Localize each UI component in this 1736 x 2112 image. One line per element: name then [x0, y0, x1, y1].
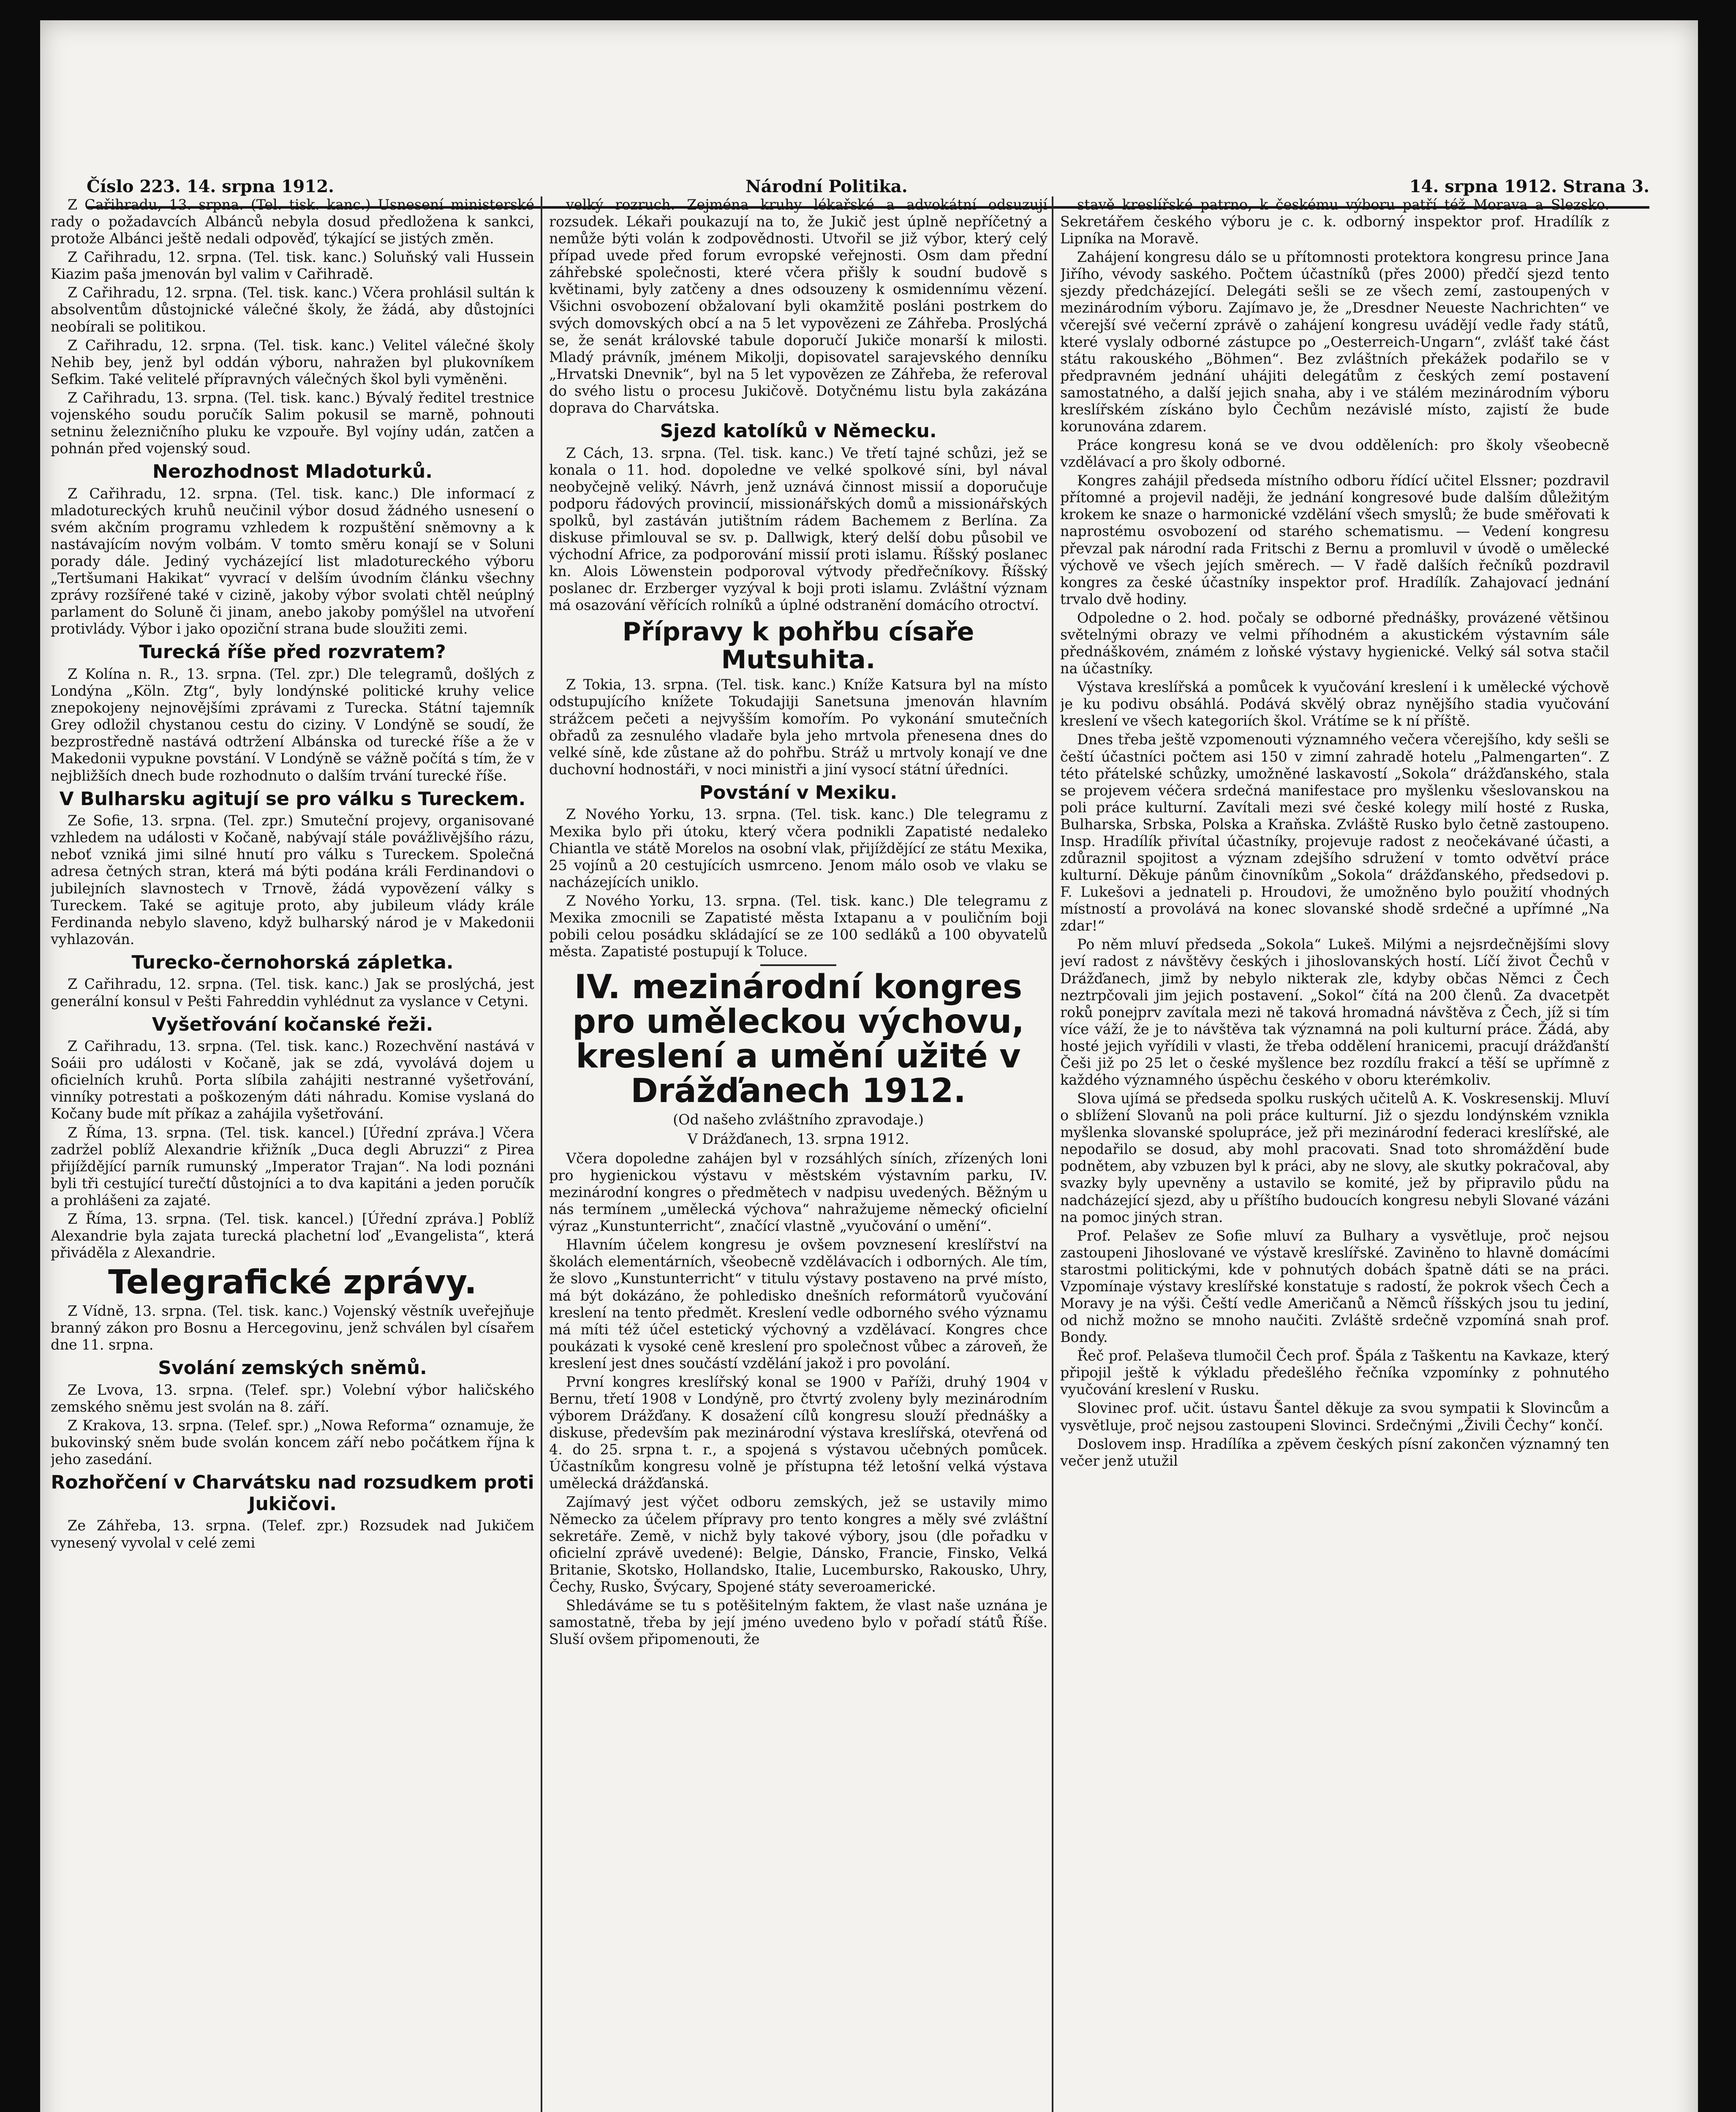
- article-paragraph: Slovinec prof. učit. ústavu Šantel děkuje za svou sympatii k Slovincům a vysvětluje, proč nejsou zastoupeni Slovinci. Srdečnými „Živili Čechy“ končí.: [1060, 1400, 1609, 1434]
- column-3: [1060, 196, 1609, 2112]
- article-paragraph: Z Kolína n. R., 13. srpna. (Tel. zpr.) Dle telegramů, došlých z Londýna „Köln. Ztg“, byly londýnské politické kruhy velice znepokojeny nejnovějšími zprávami z Turecka. Státní tajemník Grey odložil chystanou cestu do ciziny. V Londýně se soudí, že bezprostředně nastává odtržení Albánska od turecké říše a že v Makedonii vypukne povstání. V Londýně se vážně počítá s tím, že v nejbližších dnech bude rozhodnuto o dalším trvání turecké říše.: [51, 666, 534, 784]
- article-paragraph: Z Tokia, 13. srpna. (Tel. tisk. kanc.) Kníže Katsura byl na místo odstupujícího knížete Tokudajiji Sanetsuna jmenován hlavním strážcem pečeti a nejvyšším komořím. Po vykonání smutečních obřadů za zesnulého vladaře byla jeho mrtvola přenesena dnes do velké síně, kde zůstane až do pohřbu. Stráž u mrtvoly konají ve dne duchovní hodnostáři, v noci ministři a jiní vysocí státní úředníci.: [549, 676, 1048, 778]
- headline: Turecká říše před rozvratem?: [139, 641, 446, 663]
- headline: Vyšetřování kočanské řeži.: [152, 1013, 433, 1035]
- article-paragraph: Ze Záhřeba, 13. srpna. (Telef. zpr.) Rozsudek nad Jukičem vynesený vyvolal v celé zemi: [51, 1517, 534, 1551]
- article-paragraph: Z Nového Yorku, 13. srpna. (Tel. tisk. kanc.) Dle telegramu z Mexika zmocnili se Zapatisté města Ixtapanu a v pouličním boji pobili celou posádku skládající se ze 100 sedláků a 100 obyvatelů města. Zapatisté postupují k Toluce.: [549, 892, 1048, 960]
- issue-number: Číslo 223. 14. srpna 1912.: [87, 177, 334, 196]
- article-paragraph: Dnes třeba ještě vzpomenouti významného večera včerejšího, kdy sešli se čeští účastníci počtem asi 150 v zimní zahradě hotelu „Palmengarten“. Z této přátelské schůzky, umožněné laskavostí „Sokola“ drážďanského, stala se projevem véčera srdečná manifestace pro myšlenku všeslovanskou na poli práce kulturní. Zavítali mezi své české kolegy milí hosté z Ruska, Bulharska, Srbska, Polska a Kraňska. Zvláště Rusko bylo četně zastoupeno. Insp. Hradílík přivítal účastníky, projevuje radost z neočekávané účasti, a zdůraznil spojitost a význam zdejšího sdružení v tomto odvětví práce kulturní. Děkuje pánům činovníkům „Sokola“ drážďanského, předsedovi p. F. Lukešovi a jednateli p. Hroudovi, že umožněno bylo použití vhodných místností a provolává na konec slovanské shodě srdečné a upřímné „Na zdar!“: [1060, 731, 1609, 934]
- page-date: 14. srpna 1912. Strana 3.: [1409, 177, 1649, 196]
- article-paragraph: Z Vídně, 13. srpna. (Tel. tisk. kanc.) Vojenský věstník uveřejňuje branný zákon pro Bosnu a Hercegovinu, jenž schválen byl císařem dne 11. srpna.: [51, 1303, 534, 1353]
- feature-headline: IV. mezinárodní kongres pro uměleckou výchovu, kreslení a umění užité v Drážďanech 1912.: [572, 968, 1024, 1110]
- article-paragraph: Z Cařihradu, 13. srpna. (Tel. tisk. kanc.) Usnesení ministerské rady o požadavcích Albánců nebyla dosud předložena k sankci, protože Albánci ještě nedali odpověď, týkající se jistých změn.: [51, 196, 534, 247]
- article-paragraph: Doslovem insp. Hradílíka a zpěvem českých písní zakončen významný ten večer jenž utužil: [1060, 1435, 1609, 1469]
- article-paragraph: Z Cařihradu, 12. srpna. (Tel. tisk. kanc.) Soluňský vali Hussein Kiazim paša jmenován byl valim v Cařihradě.: [51, 249, 534, 283]
- article-paragraph: Hlavním účelem kongresu je ovšem povznesení kreslířství na školách elementárních, všeobecně vzdělávacích i odborných. Ale tím, že slovo „Kunstunterricht“ v titulu výstavy postaveno na prvé místo, má být dokázáno, že pohledisko dnešních reformátorů vyučování kreslení na tento předmět. Kreslení vedle odborného svého významu má míti též účel estetický výchovný a vzdělávací. Kongres chce poukázati k vysoké ceně kreslení pro společnost vůbec a zároveň, že kreslení jest dnes součástí vzdělání jakož i pro povolání.: [549, 1236, 1048, 1372]
- headline: Přípravy k pohřbu císaře Mutsuhita.: [622, 617, 974, 675]
- article-paragraph: Výstava kreslířská a pomůcek k vyučování kreslení i k umělecké výchově je ku podivu obsáhlá. Podává skvělý obraz nynějšího stadia vyučování kreslení ve všech kategoriích škol. Vrátíme se k ní příště.: [1060, 679, 1609, 729]
- article-paragraph: stavě kreslířské patrno, k českému výboru patří též Morava a Slezsko. Sekretářem českého výboru je c. k. odborný inspektor prof. Hradílík z Lipníka na Moravě.: [1060, 196, 1609, 247]
- article-paragraph: Ze Sofie, 13. srpna. (Tel. zpr.) Smuteční projevy, organisované vzhledem na události v Kočaně, nabývají stále povážlivějšího rázu, neboť vzniká jimi silné hnutí pro válku s Tureckem. Společná adresa četných stran, která má býti podána králi Ferdinandovi o jubilejních slavnostech v Trnově, žádá vypovězení války s Tureckem. Také se agituje proto, aby jubileum vlády krále Ferdinanda nebylo slaveno, když bulharský národ je v Makedonii vyhlazován.: [51, 812, 534, 947]
- article-paragraph: Z Říma, 13. srpna. (Tel. tisk. kancel.) [Úřední zpráva.] Poblíž Alexandrie byla zajata turecká plachetní loď „Evangelista“, která přiváděla z Alexandrie.: [51, 1210, 534, 1261]
- article-paragraph: Z Cařihradu, 12. srpna. (Tel. tisk. kanc.) Jak se proslýchá, jest generální konsul v Pešti Fahreddin vyhlédnut za vyslance v Cetyni.: [51, 976, 534, 1010]
- headline: Nerozhodnost Mladoturků.: [152, 461, 433, 483]
- column-2: [549, 196, 1048, 2112]
- article-paragraph: Řeč prof. Pelaševa tlumočil Čech prof. Špála z Taškentu na Kavkaze, který připojil ještě k výkladu předešlého řečníka vzpomínky z pohnutého vyučování kreslení v Rusku.: [1060, 1347, 1609, 1398]
- article-paragraph: Z Cách, 13. srpna. (Tel. tisk. kanc.) Ve třetí tajné schůzi, jež se konala o 11. hod. dopoledne ve velké spolkové síni, byl nával neobyčejně veliký. Návrh, jenž uznává činnost missií a doporučuje podporu řádových provincií, missionářských domů a missionářských spolků, byl zastáván jutištním rádem Bachemem z Berlína. Za diskuse přimlouval se sv. p. Dallwigk, který delší dobu působil ve východní Africe, za podporování missií proti islamu. Říšský poslanec kn. Alois Löwenstein podporoval výtvody předřečníkovy. Říšský poslanec dr. Erzberger vyzýval k boji proti islamu. Zvláštní význam má osazování věřících rolníků a úplné odstranění domácího otroctví.: [549, 444, 1048, 614]
- headline: Sjezd katolíků v Německu.: [660, 420, 937, 442]
- article-paragraph: Z Říma, 13. srpna. (Tel. tisk. kancel.) [Úřední zpráva.] Včera zadržel poblíž Alexandrie křižník „Duca degli Abruzzi“ z Pirea přijíždějící parník rumunský „Imperator Trajan“. Na lodi poznáni byli tři cestující turečtí důstojníci a to dva kapitáni a jeden poručík a prohlášeni za zajaté.: [51, 1124, 534, 1208]
- headline: Rozhořčení v Charvátsku nad rozsudkem proti Jukičovi.: [51, 1472, 534, 1515]
- article-paragraph: Z Cařihradu, 12. srpna. (Tel. tisk. kanc.) Včera prohlásil sultán k absolventům důstojnické válečné školy, že žádá, aby důstojníci neobírali se politikou.: [51, 284, 534, 335]
- article-paragraph: Prof. Pelašev ze Sofie mluví za Bulhary a vysvětluje, proč nejsou zastoupeni Jihoslované ve výstavě kreslířské. Zaviněno to hlavně domácími starostmi politickými, kde v pohnutých dobách špatně dáti se na práci. Vzpomínaje výstavy kreslířské konstatuje s radostí, že pokrok všech Čech a Moravy je na výši. Čeští vedle Američanů a Němců říšských jsou tu jediní, od nichž možno se mnoho naučiti. Zvláště srdečně vzpomíná snah prof. Bondy.: [1060, 1227, 1609, 1346]
- divider: [760, 964, 836, 966]
- section-heading: Telegrafické zprávy.: [108, 1263, 477, 1302]
- article-paragraph: Kongres zahájil předseda místního odboru řídící učitel Elssner; pozdravil přítomné a projevil naději, že jednání kongresové bude dalším důležitým krokem ke snaze o harmonické vzdělání všech smyslů; že bude směřovati k naprostému osvobození od starého schematismu. — Vedení kongresu převzal pak národní rada Fritschi z Bernu a promluvil v úvodě o umělecké výchově ve všech jejích směrech. — V řadě dalších řečníků pozdravil kongres za české účastníky inspektor prof. Hradílík. Zahajovací jednání trvalo dvě hodiny.: [1060, 472, 1609, 607]
- article-paragraph: Z Krakova, 13. srpna. (Telef. spr.) „Nowa Reforma“ oznamuje, že bukovinský sněm bude svolán koncem září nebo počátkem října k jeho zasedání.: [51, 1417, 534, 1468]
- headline: V Bulharsku agitují se pro válku s Tureckem.: [59, 788, 526, 810]
- headline: Turecko-černohorská zápletka.: [131, 951, 454, 973]
- dateline: V Drážďanech, 13. srpna 1912.: [687, 1130, 909, 1147]
- article-paragraph: Ze Lvova, 13. srpna. (Telef. spr.) Volební výbor haličského zemského sněmu jest svolán na 8. září.: [51, 1381, 534, 1415]
- newspaper-title: Národní Politika.: [746, 177, 908, 196]
- byline: (Od našeho zvláštního zpravodaje.): [673, 1111, 924, 1128]
- column-rule: [541, 196, 542, 2112]
- article-paragraph: Z Cařihradu, 13. srpna. (Tel. tisk. kanc.) Rozechvění nastává v Soáii pro události v Kočaně, jak se zdá, vyvolává dojem u oficielních kruhů. Porta slíbila zahájiti nestranné vyšetřování, vinníky potrestati a poškozeným dáti náhradu. Komise vyslaná do Kočany bude mít příkaz a zahájila vyšetřování.: [51, 1038, 534, 1122]
- article-paragraph: Po něm mluví předseda „Sokola“ Lukeš. Milými a nejsrdečnějšími slovy jeví radost z návštěvy českých i jihoslovanských hostí. Líčí život Čechů v Drážďanech, jimž by nebylo nikterak zle, kdyby občas Němci z Čech neztrpčovali jim jejich postavení. „Sokol“ čítá na 200 členů. Za dvacetpět roků ponejprv zavítala mezi ně taková hromadná návštěva z Čech, jíž si tím více váží, že je to návštěva tak významná na poli kulturní práce. Žádá, aby hosté jejich vyřídili v vlasti, že třeba oddělení hranicemi, pracují drážďanští Češi již po 25 let o české myšlence bez rozdílu frakcí a těší se upřímně z každého významného úspěchu českého v oboru kterémkoliv.: [1060, 936, 1609, 1088]
- article-paragraph: Zahájení kongresu dálo se u přítomnosti protektora kongresu prince Jana Jiřího, vévody saského. Počtem účastníků (přes 2000) předčí sjezd tento sjezdy předcházející. Delegáti sešli se ze všech zemí, zastoupených v mezinárodním výboru. Zajímavo je, že „Dresdner Neueste Nachrichten“ ve včerejší své večerní zprávě o zahájení kongresu uvádějí vedle řady států, které vyslaly odborné zástupce po „Oesterreich-Ungarn“, zvlášť také část státu rakouského „Böhmen“. Bez zvláštních překážek podařilo se v předpravném jednání uhájiti delegátům z českých zemí postavení samostatného, a další jejich snaha, aby i ve stálém mezinárodním výboru kreslířském získáno bylo Čechům nezávislé místo, zajistí že bude korunována zdarem.: [1060, 249, 1609, 435]
- article-paragraph: Z Nového Yorku, 13. srpna. (Tel. tisk. kanc.) Dle telegramu z Mexika bylo při útoku, který včera podnikli Zapatisté nedaleko Chiantla ve státě Morelos na osobní vlak, přijíždějící ze státu Mexika, 25 vojínů a 20 cestujících usmrceno. Jenom málo osob ve vlaku se nacházejících uniklo.: [549, 806, 1048, 890]
- article-paragraph: První kongres kreslířský konal se 1900 v Paříži, druhý 1904 v Bernu, třetí 1908 v Londýně, pro čtvrtý zvoleny byly mezinárodním výborem Drážďany. K dosažení cílů kongresu slouží přednášky a diskuse, především pak mezinárodní výstava kreslířská, otevřená od 4. do 25. srpna t. r., a spojená s výstavou učebných pomůcek. Účastníkům kongresu volně je přístupna též letošní velká výstava umělecká drážďanská.: [549, 1373, 1048, 1492]
- article-paragraph: Zajímavý jest výčet odboru zemských, jež se ustavily mimo Německo za účelem přípravy pro tento kongres a měly své zvláštní sekretáře. Země, v nichž byly takové výbory, jsou (dle pořadku v oficielní zprávě uvedené): Belgie, Dánsko, Francie, Finsko, Velká Britanie, Skotsko, Hollandsko, Italie, Lucembursko, Rakousko, Uhry, Čechy, Rusko, Švýcary, Spojené státy severoamerické.: [549, 1494, 1048, 1595]
- article-paragraph: Včera dopoledne zahájen byl v rozsáhlých síních, zřízených loni pro hygienickou výstavu v městském výstavním parku, IV. mezinárodní kongres o předmětech v nadpisu uvedených. Běžným u nás termínem „umělecká výchova“ nahražujeme německý oficielní výraz „Kunstunterricht“, značící vlastně „vyučování o umění“.: [549, 1150, 1048, 1235]
- article-paragraph: Práce kongresu koná se ve dvou odděleních: pro školy všeobecně vzdělávací a pro školy odborné.: [1060, 437, 1609, 471]
- article-paragraph: Z Cařihradu, 12. srpna. (Tel. tisk. kanc.) Dle informací z mladotureckých kruhů neučinil výbor dosud žádného usnesení o svém akčním programu vzhledem k rozpuštění sněmovny a k nastávajícím novým volbám. V tomto směru konají se v Soluni porady dále. Jediný vycházející list mladotureckého výboru „Tertšumani Hakikat“ vyvrací v delším úvodním článku všechny zprávy rozšířené také v cizině, jakoby výbor svolati chtěl neúplný parlament do Soluně či jinam, anebo jakoby pomýšlel na utvoření protivlády. Výbor i jako opoziční strana bude sloužiti zemi.: [51, 485, 534, 637]
- article-paragraph: velký rozruch. Zejména kruhy lékařské a advokátní odsuzují rozsudek. Lékaři poukazují na to, že Jukič jest úplně nepříčetný a nemůže býti volán k zodpovědnosti. Utvořil se již výbor, který celý případ uvede před forum evropské veřejnosti. Osm dam přední záhřebské společnosti, které včera přišly k soudní budově s květinami, byly zatčeny a dnes odsouzeny k osmidennímu vězení. Všichni osvobození obžalovaní byli okamžitě posláni postrkem do svých domovských obcí a na 5 let vypovězeni ze Záhřeba. Proslýchá se, že senát královské tabule doporučí Jukiče monarší k milosti. Mladý právník, jménem Mikolji, dopisovatel sarajevského denníku „Hrvatski Dnevnik“, byl na 5 let vypovězen ze Záhřeba, že referoval do svého listu o procesu Jukičově. Dotyčnému listu byla zakázána doprava do Charvátska.: [549, 196, 1048, 416]
- article-paragraph: Slova ujímá se předseda spolku ruských učitelů A. K. Voskresenskij. Mluví o sblížení Slovanů na poli práce kulturní. Již o sjezdu londýnském vznikla myšlenka slovanské spolupráce, jež při mezinárodní federaci kreslířské, ale nepodařilo se dosud, aby mohl pracovati. Snad toto shromáždění bude podnětem, aby vzbuzen byl k práci, aby ne slovy, ale skutky pokračoval, aby svazky byly upevněny a ustavilo se komité, jež by připravilo půdu na nadcházející sjezd, aby u příštího budoucích kongresu nebyli Slované vázáni na pomoc jiných stran.: [1060, 1090, 1609, 1225]
- article-paragraph: Shledáváme se tu s potěšitelným faktem, že vlast naše uznána je samostatně, třeba by její jméno uvedeno bylo v pořadí států Říše. Sluší ovšem připomenouti, že: [549, 1597, 1048, 1648]
- column-rule: [1052, 196, 1053, 2112]
- column-1: [51, 196, 534, 2112]
- headline: Svolání zemských sněmů.: [158, 1357, 427, 1379]
- article-paragraph: Odpoledne o 2. hod. počaly se odborné přednášky, provázené většinou světelnými obrazy ve velmi příhodném a akustickém výstavním sále přednáškovém, známém z loňské výstavy hygienické. Velký sál sotva stačil na účastníky.: [1060, 609, 1609, 677]
- article-paragraph: Z Cařihradu, 13. srpna. (Tel. tisk. kanc.) Bývalý ředitel trestnice vojenského soudu poručík Salim pokusil se marně, pohnouti setninu železničního pluku ke vzpouře. Byl vojíny udán, zatčen a pohnán před vojenský soud.: [51, 389, 534, 457]
- article-paragraph: Z Cařihradu, 12. srpna. (Tel. tisk. kanc.) Velitel válečné školy Nehib bey, jenž byl oddán výboru, nahražen byl plukovníkem Sefkim. Také velitelé přípravných válečných škol byli vyměněni.: [51, 337, 534, 387]
- headline: Povstání v Mexiku.: [699, 781, 898, 803]
